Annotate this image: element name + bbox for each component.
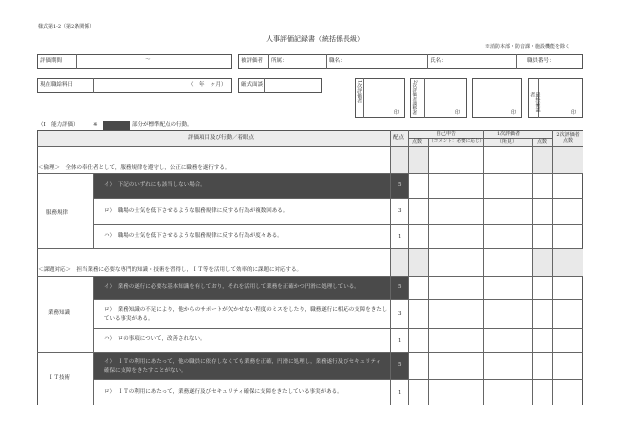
seal-4: 印 xyxy=(571,110,577,116)
second-evaluator-label: 2次評価者調整者 xyxy=(411,80,417,116)
criterion-text: ハ） 職場の士気を低下させるような服務規律に反する行為が度々ある。 xyxy=(104,233,283,239)
first-comment-header: （所見） xyxy=(497,139,518,145)
points-column-header: 配点 xyxy=(393,135,405,141)
criterion-points: 1 xyxy=(398,338,402,344)
criterion-points: 5 xyxy=(398,362,402,368)
criterion-points: 1 xyxy=(398,234,402,240)
item-column-header: 評価項目及び行動／着眼点 xyxy=(188,135,255,141)
second-evaluator-header: 2次評価者点数 xyxy=(556,132,580,145)
first-score-header: 点数 xyxy=(537,139,548,145)
period-label: 評価期間 xyxy=(40,58,63,64)
seal-3: 印 xyxy=(511,110,517,116)
criterion-text: ハ） ロの事項について，改善されない。 xyxy=(104,336,206,342)
criterion-points: 5 xyxy=(398,182,402,188)
section-title: （Ⅰ 能力評価） xyxy=(38,122,79,128)
criterion-text: ロ） ＩＴの利用にあたって，業務遂行及びセキュリティ確保に支障をきたしている事実がある。 xyxy=(104,389,343,395)
item-label-it-skills: ＩＴ技術 xyxy=(48,375,71,381)
affiliation-label: 所属： xyxy=(271,58,288,64)
staff-no-label: 職員番号： xyxy=(527,58,555,64)
item-label-service-discipline: 服務規律 xyxy=(46,210,69,216)
interview-label: 厳式面談 xyxy=(241,82,264,88)
first-evaluator-label: 1次評価者 xyxy=(356,80,363,104)
criterion-text: イ） ＩＴの利用にあたって，他の職員に依存しなくても業務を正確，円滑に処理し，業務遂行及びセキュリティ確保に支障をきたすことがない。 xyxy=(104,359,382,374)
group-heading-task-response: ＜課題対応＞ 担当業務に必要な専門的知識・技術を習得し，ＩＴ等を活用して効率的に課題に対応する。 xyxy=(38,267,303,273)
self-report-header: 自己申告 xyxy=(436,131,457,137)
evaluation-period-box xyxy=(37,54,232,69)
criterion-text: ロ） 業務知識の不足により，他からのサポートが欠かせない程度のミスをしたり，職務遂行に相応の支障をきたしている事実がある。 xyxy=(104,307,388,322)
group-heading-ethics: ＜倫理＞ 全体の奉仕者として，服務規律を遵守し，公正に職務を遂行する。 xyxy=(38,165,231,171)
criterion-text: イ） 下記のいずれにも該当しない場合。 xyxy=(104,182,206,188)
legend-mark: ※ xyxy=(93,122,98,128)
self-score-header: 点数 xyxy=(412,139,423,145)
name-label: 氏名： xyxy=(430,58,447,64)
seal-2: 印 xyxy=(455,110,461,116)
final-confirmer-label: 最終確認者 xyxy=(529,92,541,112)
form-code: 様式第1-2（第2条関係） xyxy=(38,24,95,30)
page-title: 人事評価記録書（統括係長級） xyxy=(266,35,364,43)
position-label: 職名： xyxy=(329,58,346,64)
criterion-text: ロ） 職場の士気を低下させるような服務規律に反する行為が複数回ある。 xyxy=(104,208,289,214)
seal-1: 印 xyxy=(394,110,400,116)
first-evaluator-header: 1次評価者 xyxy=(497,131,521,137)
self-comment-header: （コメント：必要に応じ） xyxy=(429,139,485,144)
criterion-points: 1 xyxy=(398,390,402,396)
evaluatee-label: 被評価者 xyxy=(241,58,264,64)
legend-swatch xyxy=(103,121,130,130)
criterion-points: 3 xyxy=(398,208,402,214)
criterion-points: 3 xyxy=(398,311,402,317)
period-tilde: 〜 xyxy=(145,57,151,63)
criterion-text: イ） 業務の遂行に必要な基本知識を有しており，それを活用して業務を正確かつ円滑に処理している。 xyxy=(104,284,360,290)
scope-note: ※消防本部・防音課・施設機能を除く xyxy=(485,44,571,50)
criterion-points: 5 xyxy=(398,284,402,290)
tenure-label: 現在職給料日 xyxy=(40,82,74,88)
tenure-unit: （ 年 ヶ月） xyxy=(188,82,227,88)
item-label-business-knowledge: 業務知識 xyxy=(48,310,71,316)
legend-text: 部分が標準配点の行動。 xyxy=(132,122,193,128)
